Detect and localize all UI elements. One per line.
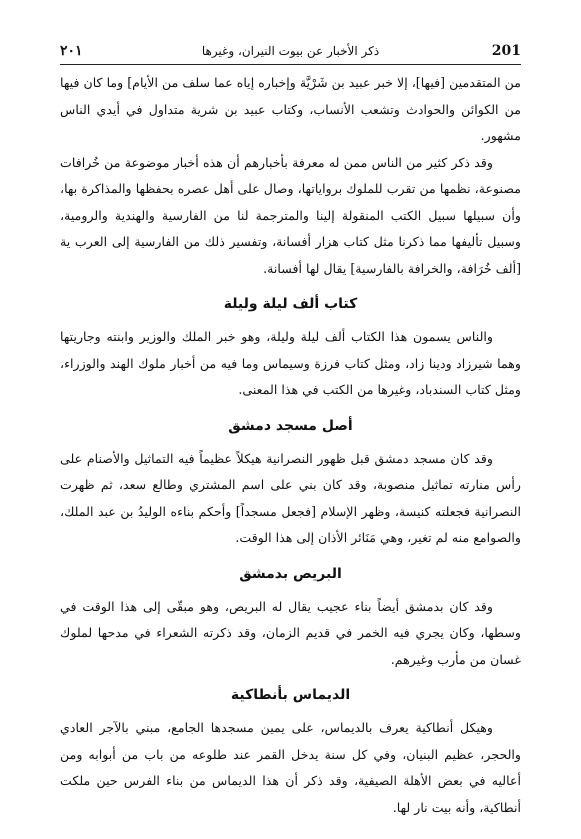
section-heading: أصل مسجد دمشق — [228, 417, 353, 434]
paragraph: وقد ذكر كثير من الناس ممن له معرفة بأخبارهم أن هذه أخبار موضوعة من خُرافات مصنوعة، نظمها من تقرب للملوك برواياتها، وصال على أهل عصره بحفظها والمذاكرة بها، وأن سبيلها سبيل الكتب المنقولة إلينا والمترجمة لنا من الفارسية والهندية والرومية، وسبيل تأليفها مما ذكرنا مثل كتاب هزار أفسانة، وتفسير ذلك من الفارسية إلى العرب ية [ألف خُرَافة، والخرافة بالفارسية] يقال لها أفسانة. — [60, 154, 521, 276]
paragraph: وقد كان بدمشق أيضاً بناء عجيب يقال له البريص، وهو مبقّى إلى هذا الوقت في وسطها، وكان يجري فيه الخمر في قديم الزمان، وقد ذكرته الشعراء في مدحها لملوك غسان من مأرب وغيرهم. — [60, 598, 521, 667]
running-title: ذكر الأخبار عن بيوت النيران، وغيرها — [201, 44, 380, 58]
header-rule — [60, 64, 521, 65]
running-head — [60, 40, 521, 62]
page-number-arabic: ٢٠١ — [60, 43, 83, 59]
paragraph: وهيكل أنطاكية يعرف بالديماس، على يمين مسجدها الجامع، مبني بالآجر العادي والحجر، عظيم البنيان، وفي كل سنة يدخل القمر عند طلوعه من باب من أبوابه ومن أعاليه في بعض الأهلة الصيفية، وقد ذكر أن هذا الديماس من بناء الفرس حين ملكت أنطاكية، وأنه بيت نار لها. — [60, 720, 521, 815]
paragraph: والناس يسمون هذا الكتاب ألف ليلة وليلة، وهو خبر الملك والوزير وابنته وجاريتها وهما شيرزاد ودينا زاد، ومثل كتاب فرزة وسيماس وما فيه من أخبار ملوك الهند والوزراء، ومثل كتاب السندباد، وغيرها من الكتب في هذا المعنى. — [60, 329, 521, 397]
section-heading: الديماس بأنطاكية — [230, 687, 351, 703]
paragraph: من المتقدمين [فيها]، إلا خبر عبيد بن شَرْيَّة وإخباره إياه عما سلف من الأيام] وما كان فيها من الكوائن والحوادث وتشعب الأنساب، وكتاب عبيد بن شرية متداول في أيدي الناس مشهور. — [60, 75, 521, 143]
paragraph: وقد كان مسجد دمشق قبل ظهور النصرانية هيكلاً عظيماً فيه التماثيل والأصنام على رأس منارته تماثيل منصوبة، وقد كان بني على اسم المشتري وطالع سعد، ثم ظهرت النصرانية فجعلته كنيسة، وظهر الإسلام [فجعل مسجداً] وأحكم بناءه الوليدُ بن عبد الملك، والصوامع منه لم تغير، وهي مَنَائر الأذان إلى هذا الوقت. — [60, 450, 521, 545]
page-body — [60, 70, 521, 821]
section-heading: كتاب ألف ليلة وليلة — [223, 296, 358, 312]
section-heading: البريص بدمشق — [239, 565, 342, 582]
page-number: 201 — [491, 43, 521, 59]
